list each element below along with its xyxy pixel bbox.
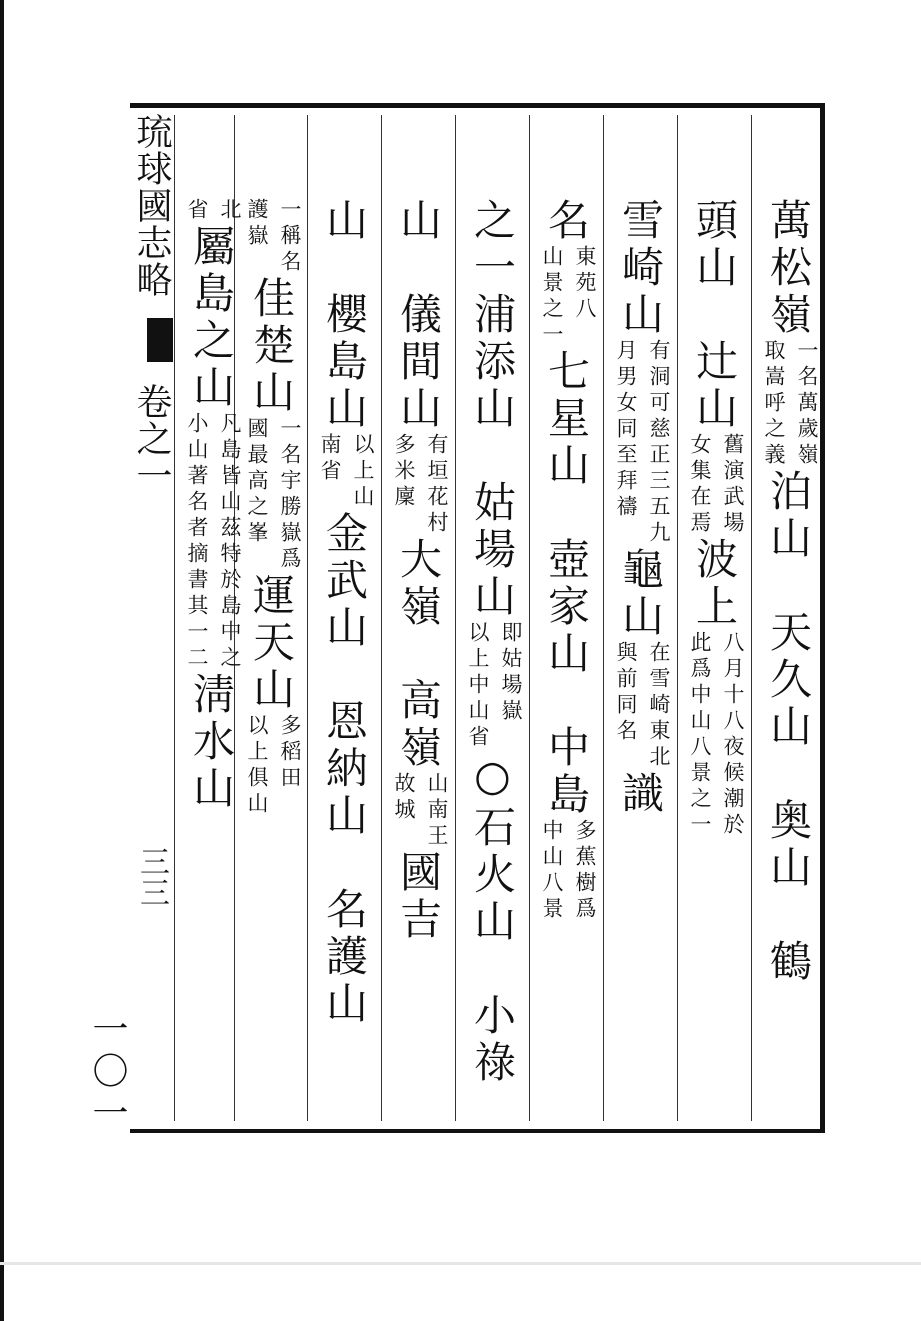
annotation-note: 多稻田 以上俱山 xyxy=(245,714,302,818)
banner-column xyxy=(130,113,172,1123)
main-text: 泊山 天久山 奥山 鶴 xyxy=(764,469,813,986)
annotation-note: 即姑場嶽 以上中山省 xyxy=(466,621,523,751)
frame-top-border xyxy=(130,103,825,108)
main-text: 萬松嶺 xyxy=(764,198,813,339)
text-column xyxy=(605,198,675,1123)
column-rule xyxy=(174,115,175,1121)
main-text: 大嶺 高嶺 xyxy=(394,537,443,772)
fishtail-mark xyxy=(147,318,173,362)
main-text: 屬島之山 xyxy=(187,224,236,412)
main-text: 名 xyxy=(542,198,591,245)
annotation-note: 東苑八 山景之一 xyxy=(540,245,597,349)
column-rule xyxy=(677,115,678,1121)
main-text: 山 儀間山 xyxy=(394,198,443,433)
column-rule xyxy=(455,115,456,1121)
frame-bottom-border xyxy=(130,1129,825,1133)
main-text: 龜山 xyxy=(616,547,665,641)
text-column xyxy=(383,198,453,1123)
annotation-note: 舊演武場 女集在焉 xyxy=(688,433,745,537)
annotation-note: 多蕉樹爲 中山八景 xyxy=(540,819,597,923)
volume-label: 卷之一 xyxy=(131,382,172,494)
text-column xyxy=(457,198,527,1123)
column-rule xyxy=(529,115,530,1121)
annotation-note: 八月十八夜候潮於 此爲中山八景之一 xyxy=(688,631,745,839)
main-text: 識 xyxy=(616,771,665,818)
column-rule xyxy=(603,115,604,1121)
main-text: 金武山 恩納山 名護山 xyxy=(320,511,369,1028)
annotation-note: 北 省 xyxy=(185,198,242,224)
scan-shadow xyxy=(0,1262,921,1265)
page-number: 一〇一 xyxy=(87,1010,128,1136)
book-title: 琉球國志略 xyxy=(131,113,172,298)
main-text: 之一 xyxy=(468,198,517,292)
annotation-note: 以上山 南省 xyxy=(318,433,375,511)
text-column xyxy=(753,198,823,1123)
annotation-note: 有洞可慈正三五九 月男女同至拜禱 xyxy=(614,339,671,547)
text-column xyxy=(309,198,379,1123)
text-column xyxy=(531,198,601,1123)
column-rule xyxy=(751,115,752,1121)
annotation-note: 山南王 故城 xyxy=(392,772,449,850)
main-text: 七星山 壺家山 中島 xyxy=(542,349,591,819)
main-text: 雪崎山 xyxy=(616,198,665,339)
folio-count: 三三 xyxy=(134,846,169,909)
annotation-note: 在雪崎東北 與前同名 xyxy=(614,641,671,771)
text-column xyxy=(176,198,246,1123)
column-rule xyxy=(307,115,308,1121)
text-column xyxy=(236,198,306,1123)
column-rule xyxy=(381,115,382,1121)
text-block xyxy=(130,103,825,1133)
main-text: ○石火山 小祿 xyxy=(468,751,517,1087)
annotation-note: 凡島皆山茲特於島中之 小山著名者摘書其一二 xyxy=(185,412,242,672)
main-text: 淸水山 xyxy=(187,672,236,813)
main-text: 浦添山 姑場山 xyxy=(468,292,517,621)
annotation-note: 一名宇勝嶽爲 國最高之峯 xyxy=(245,417,302,573)
page-edge xyxy=(0,0,4,1321)
annotation-note: 一稱名 護嶽 xyxy=(245,198,302,276)
text-column xyxy=(679,198,749,1123)
main-text: 山 櫻島山 xyxy=(320,198,369,433)
main-text: 國吉 xyxy=(394,850,443,944)
main-text: 頭山 辻山 xyxy=(690,198,739,433)
annotation-note: 一名萬歲嶺 取嵩呼之義 xyxy=(762,339,819,469)
main-text: 波上 xyxy=(690,537,739,631)
annotation-note: 有垣花村 多米廩 xyxy=(392,433,449,537)
main-text: 佳楚山 xyxy=(247,276,296,417)
main-text: 運天山 xyxy=(247,573,296,714)
